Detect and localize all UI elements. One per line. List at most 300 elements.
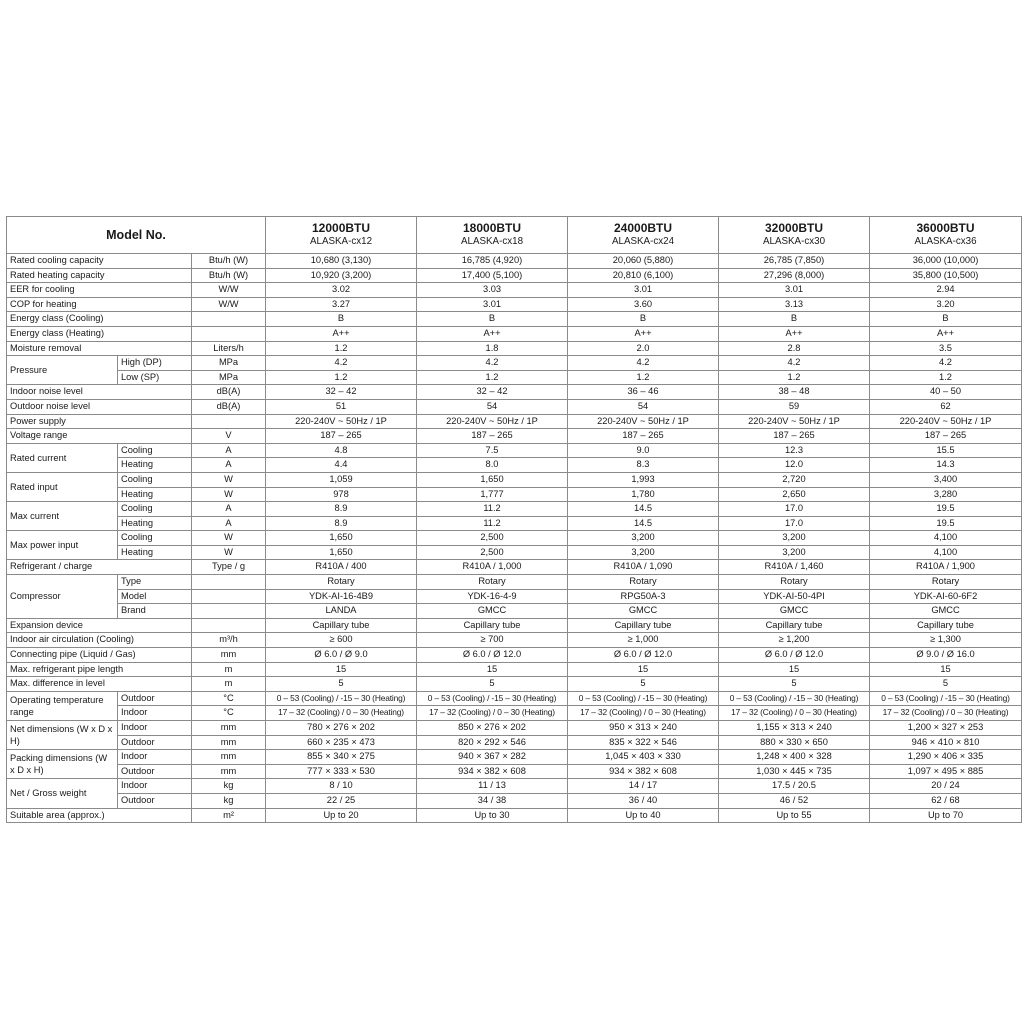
spec-value: 14 / 17 — [568, 779, 719, 794]
table-row — [7, 356, 1022, 371]
table-row — [7, 283, 1022, 298]
spec-value: 4.2 — [568, 356, 719, 371]
spec-value: 1,290 × 406 × 335 — [870, 750, 1022, 765]
spec-sublabel: Outdoor — [118, 691, 192, 706]
spec-value: 880 × 330 × 650 — [719, 735, 870, 750]
specification-body — [7, 254, 1022, 823]
spec-value: 9.0 — [568, 443, 719, 458]
spec-unit: W/W — [192, 297, 266, 312]
table-row — [7, 531, 1022, 546]
table-row — [7, 458, 1022, 473]
spec-value: Rotary — [568, 575, 719, 590]
spec-sublabel: Type — [118, 575, 192, 590]
spec-unit: m — [192, 677, 266, 692]
spec-value: 187 – 265 — [568, 429, 719, 444]
spec-value: 14.3 — [870, 458, 1022, 473]
model-btu: 32000BTU — [765, 221, 824, 235]
spec-value: 1,045 × 403 × 330 — [568, 750, 719, 765]
spec-unit: A — [192, 516, 266, 531]
spec-value: 2,500 — [417, 545, 568, 560]
spec-value: Rotary — [719, 575, 870, 590]
spec-value: A++ — [870, 326, 1022, 341]
spec-unit: W — [192, 487, 266, 502]
spec-value: 3.13 — [719, 297, 870, 312]
spec-value: 36 / 40 — [568, 793, 719, 808]
table-row — [7, 268, 1022, 283]
spec-value: R410A / 1,090 — [568, 560, 719, 575]
spec-label: Max. difference in level — [7, 677, 192, 692]
model-name: ALASKA-cx12 — [309, 236, 373, 247]
spec-unit — [192, 604, 266, 619]
spec-value: 3.03 — [417, 283, 568, 298]
spec-value: 3.01 — [417, 297, 568, 312]
spec-value: Ø 9.0 / Ø 16.0 — [870, 648, 1022, 663]
spec-label: EER for cooling — [7, 283, 192, 298]
model-name: ALASKA-cx30 — [762, 236, 826, 247]
spec-value: 3.5 — [870, 341, 1022, 356]
spec-value: Capillary tube — [266, 618, 417, 633]
spec-label: COP for heating — [7, 297, 192, 312]
spec-sublabel: Cooling — [118, 443, 192, 458]
spec-value: Up to 20 — [266, 808, 417, 823]
spec-sublabel: Indoor — [118, 721, 192, 736]
spec-value: 5 — [719, 677, 870, 692]
model-btu: 24000BTU — [614, 221, 673, 235]
table-row — [7, 589, 1022, 604]
table-row — [7, 429, 1022, 444]
spec-label: Moisture removal — [7, 341, 192, 356]
spec-value: 12.0 — [719, 458, 870, 473]
spec-value: 16,785 (4,920) — [417, 254, 568, 269]
spec-label: Rated heating capacity — [7, 268, 192, 283]
spec-value: 934 × 382 × 608 — [417, 764, 568, 779]
table-row — [7, 721, 1022, 736]
spec-value: 220-240V ~ 50Hz / 1P — [719, 414, 870, 429]
spec-value: 4,100 — [870, 531, 1022, 546]
spec-value: 1,059 — [266, 472, 417, 487]
spec-label: Voltage range — [7, 429, 192, 444]
spec-unit: mm — [192, 735, 266, 750]
spec-value: 220-240V ~ 50Hz / 1P — [417, 414, 568, 429]
spec-value: 46 / 52 — [719, 793, 870, 808]
spec-value: 2.94 — [870, 283, 1022, 298]
spec-value: Up to 70 — [870, 808, 1022, 823]
spec-value: 1.2 — [417, 370, 568, 385]
spec-label: Energy class (Heating) — [7, 326, 192, 341]
spec-value: 15 — [719, 662, 870, 677]
spec-value: 17 – 32 (Cooling) / 0 – 30 (Heating) — [266, 706, 417, 721]
spec-value: 4,100 — [870, 545, 1022, 560]
table-row — [7, 618, 1022, 633]
table-row — [7, 691, 1022, 706]
spec-value: 0 – 53 (Cooling) / -15 – 30 (Heating) — [417, 691, 568, 706]
spec-label: Expansion device — [7, 618, 192, 633]
spec-unit: kg — [192, 793, 266, 808]
table-row — [7, 706, 1022, 721]
spec-value: 20 / 24 — [870, 779, 1022, 794]
spec-unit: Type / g — [192, 560, 266, 575]
spec-unit — [192, 618, 266, 633]
spec-sublabel: Indoor — [118, 779, 192, 794]
spec-label: Max power input — [7, 531, 118, 560]
spec-value: Up to 30 — [417, 808, 568, 823]
spec-value: 220-240V ~ 50Hz / 1P — [266, 414, 417, 429]
spec-value: 1.2 — [870, 370, 1022, 385]
model-btu: 36000BTU — [916, 221, 975, 235]
spec-value: ≥ 600 — [266, 633, 417, 648]
spec-sublabel: Cooling — [118, 472, 192, 487]
spec-value: 11.2 — [417, 502, 568, 517]
table-row — [7, 604, 1022, 619]
spec-label: Compressor — [7, 575, 118, 619]
spec-value: 187 – 265 — [870, 429, 1022, 444]
spec-value: 3,200 — [719, 531, 870, 546]
spec-unit: A — [192, 458, 266, 473]
spec-value: 14.5 — [568, 502, 719, 517]
spec-value: 8.9 — [266, 516, 417, 531]
spec-value: B — [719, 312, 870, 327]
spec-value: 1,155 × 313 × 240 — [719, 721, 870, 736]
spec-value: B — [568, 312, 719, 327]
spec-unit: m³/h — [192, 633, 266, 648]
spec-value: 3.27 — [266, 297, 417, 312]
spec-value: 7.5 — [417, 443, 568, 458]
spec-unit: W/W — [192, 283, 266, 298]
model-btu: 12000BTU — [312, 221, 371, 235]
spec-unit: m — [192, 662, 266, 677]
spec-value: 4.2 — [870, 356, 1022, 371]
spec-value: 62 / 68 — [870, 793, 1022, 808]
spec-label: Rated cooling capacity — [7, 254, 192, 269]
spec-value: A++ — [417, 326, 568, 341]
spec-value: 3.02 — [266, 283, 417, 298]
table-row — [7, 370, 1022, 385]
spec-value: 978 — [266, 487, 417, 502]
spec-value: 36 – 46 — [568, 385, 719, 400]
spec-label: Max current — [7, 502, 118, 531]
spec-value: 187 – 265 — [417, 429, 568, 444]
table-row — [7, 750, 1022, 765]
table-row — [7, 677, 1022, 692]
spec-value: B — [266, 312, 417, 327]
table-row — [7, 633, 1022, 648]
spec-value: 8 / 10 — [266, 779, 417, 794]
spec-value: 17 – 32 (Cooling) / 0 – 30 (Heating) — [870, 706, 1022, 721]
spec-value: Ø 6.0 / Ø 12.0 — [417, 648, 568, 663]
spec-value: 3,200 — [568, 531, 719, 546]
spec-sublabel: Heating — [118, 458, 192, 473]
spec-value: Ø 6.0 / Ø 12.0 — [719, 648, 870, 663]
spec-value: 19.5 — [870, 502, 1022, 517]
spec-label: Outdoor noise level — [7, 399, 192, 414]
spec-value: 3,200 — [719, 545, 870, 560]
spec-value: R410A / 1,900 — [870, 560, 1022, 575]
spec-value: 14.5 — [568, 516, 719, 531]
table-row — [7, 443, 1022, 458]
model-column-header — [870, 217, 1022, 254]
spec-unit: A — [192, 443, 266, 458]
spec-value: 8.0 — [417, 458, 568, 473]
spec-sublabel: Heating — [118, 487, 192, 502]
spec-unit — [192, 575, 266, 590]
spec-value: 15 — [568, 662, 719, 677]
spec-label: Packing dimensions (W x D x H) — [7, 750, 118, 779]
spec-value: 51 — [266, 399, 417, 414]
spec-value: 820 × 292 × 546 — [417, 735, 568, 750]
spec-unit: mm — [192, 750, 266, 765]
spec-value: 1,200 × 327 × 253 — [870, 721, 1022, 736]
spec-value: 17.0 — [719, 516, 870, 531]
spec-sublabel: Outdoor — [118, 735, 192, 750]
spec-value: 12.3 — [719, 443, 870, 458]
model-name: ALASKA-cx24 — [611, 236, 675, 247]
spec-value: 1.2 — [719, 370, 870, 385]
spec-unit: MPa — [192, 356, 266, 371]
table-row — [7, 779, 1022, 794]
spec-unit: Btu/h (W) — [192, 254, 266, 269]
spec-value: 3,280 — [870, 487, 1022, 502]
spec-value: 32 – 42 — [417, 385, 568, 400]
spec-value: 1.2 — [266, 341, 417, 356]
table-row — [7, 254, 1022, 269]
spec-sublabel: High (DP) — [118, 356, 192, 371]
table-row — [7, 735, 1022, 750]
spec-value: 3.60 — [568, 297, 719, 312]
spec-value: 17 – 32 (Cooling) / 0 – 30 (Heating) — [417, 706, 568, 721]
spec-value: LANDA — [266, 604, 417, 619]
spec-sublabel: Cooling — [118, 502, 192, 517]
spec-value: 3.20 — [870, 297, 1022, 312]
spec-value: R410A / 400 — [266, 560, 417, 575]
spec-value: 1,780 — [568, 487, 719, 502]
spec-unit: dB(A) — [192, 399, 266, 414]
spec-value: Rotary — [870, 575, 1022, 590]
spec-value: A++ — [719, 326, 870, 341]
spec-value: Capillary tube — [417, 618, 568, 633]
spec-value: YDK-AI-60-6F2 — [870, 589, 1022, 604]
spec-sublabel: Indoor — [118, 750, 192, 765]
spec-label: Net dimensions (W x D x H) — [7, 721, 118, 750]
spec-unit — [192, 589, 266, 604]
spec-value: 15 — [870, 662, 1022, 677]
spec-value: 5 — [266, 677, 417, 692]
specification-table — [6, 216, 1022, 823]
spec-value: Rotary — [266, 575, 417, 590]
spec-sublabel: Heating — [118, 545, 192, 560]
spec-value: 20,060 (5,880) — [568, 254, 719, 269]
spec-sublabel: Outdoor — [118, 764, 192, 779]
spec-value: YDK-AI-50-4PI — [719, 589, 870, 604]
spec-value: 4.8 — [266, 443, 417, 458]
spec-value: 38 – 48 — [719, 385, 870, 400]
spec-value: 940 × 367 × 282 — [417, 750, 568, 765]
spec-value: 36,000 (10,000) — [870, 254, 1022, 269]
spec-value: 1,777 — [417, 487, 568, 502]
spec-value: 54 — [568, 399, 719, 414]
spec-unit — [192, 414, 266, 429]
spec-value: 2,500 — [417, 531, 568, 546]
spec-sublabel: Outdoor — [118, 793, 192, 808]
model-column-header — [417, 217, 568, 254]
spec-value: A++ — [266, 326, 417, 341]
table-row — [7, 502, 1022, 517]
spec-unit: kg — [192, 779, 266, 794]
spec-unit: Btu/h (W) — [192, 268, 266, 283]
spec-value: 54 — [417, 399, 568, 414]
spec-value: 187 – 265 — [719, 429, 870, 444]
table-row — [7, 808, 1022, 823]
spec-value: R410A / 1,000 — [417, 560, 568, 575]
spec-value: ≥ 1,200 — [719, 633, 870, 648]
spec-value: 220-240V ~ 50Hz / 1P — [568, 414, 719, 429]
spec-value: Rotary — [417, 575, 568, 590]
spec-value: Ø 6.0 / Ø 12.0 — [568, 648, 719, 663]
spec-unit: W — [192, 531, 266, 546]
spec-value: 3,400 — [870, 472, 1022, 487]
spec-value: 19.5 — [870, 516, 1022, 531]
spec-unit — [192, 312, 266, 327]
table-row — [7, 764, 1022, 779]
spec-value: YDK-AI-16-4B9 — [266, 589, 417, 604]
spec-value: 5 — [870, 677, 1022, 692]
spec-value: Ø 6.0 / Ø 9.0 — [266, 648, 417, 663]
spec-value: 3.01 — [568, 283, 719, 298]
model-column-header — [266, 217, 417, 254]
spec-value: 1,248 × 400 × 328 — [719, 750, 870, 765]
spec-value: 835 × 322 × 546 — [568, 735, 719, 750]
model-no-header: Model No. — [7, 217, 266, 254]
table-row — [7, 545, 1022, 560]
spec-value: RPG50A-3 — [568, 589, 719, 604]
spec-unit: A — [192, 502, 266, 517]
table-row — [7, 297, 1022, 312]
spec-value: 220-240V ~ 50Hz / 1P — [870, 414, 1022, 429]
spec-unit: mm — [192, 764, 266, 779]
spec-label: Power supply — [7, 414, 192, 429]
spec-label: Rated current — [7, 443, 118, 472]
spec-value: 17.5 / 20.5 — [719, 779, 870, 794]
spec-value: 2,650 — [719, 487, 870, 502]
spec-sublabel: Heating — [118, 516, 192, 531]
spec-value: 26,785 (7,850) — [719, 254, 870, 269]
table-row — [7, 312, 1022, 327]
model-btu: 18000BTU — [463, 221, 522, 235]
spec-value: ≥ 1,000 — [568, 633, 719, 648]
table-header-row — [7, 217, 1022, 254]
table-row — [7, 575, 1022, 590]
spec-unit: W — [192, 545, 266, 560]
table-row — [7, 648, 1022, 663]
spec-value: 1,097 × 495 × 885 — [870, 764, 1022, 779]
spec-value: 15.5 — [870, 443, 1022, 458]
table-row — [7, 385, 1022, 400]
spec-label: Energy class (Cooling) — [7, 312, 192, 327]
spec-value: 950 × 313 × 240 — [568, 721, 719, 736]
spec-value: A++ — [568, 326, 719, 341]
spec-value: 2.8 — [719, 341, 870, 356]
spec-value: 780 × 276 × 202 — [266, 721, 417, 736]
spec-unit — [192, 326, 266, 341]
spec-value: Capillary tube — [719, 618, 870, 633]
spec-label: Suitable area (approx.) — [7, 808, 192, 823]
spec-sublabel: Indoor — [118, 706, 192, 721]
spec-sublabel: Model — [118, 589, 192, 604]
spec-value: R410A / 1,460 — [719, 560, 870, 575]
spec-label: Net / Gross weight — [7, 779, 118, 808]
spec-value: YDK-16-4-9 — [417, 589, 568, 604]
spec-label: Indoor air circulation (Cooling) — [7, 633, 192, 648]
spec-value: Up to 55 — [719, 808, 870, 823]
spec-value: 17 – 32 (Cooling) / 0 – 30 (Heating) — [568, 706, 719, 721]
table-row — [7, 472, 1022, 487]
spec-unit: °C — [192, 691, 266, 706]
model-column-header — [719, 217, 870, 254]
spec-value: B — [870, 312, 1022, 327]
spec-value: 0 – 53 (Cooling) / -15 – 30 (Heating) — [568, 691, 719, 706]
table-row — [7, 326, 1022, 341]
model-column-header — [568, 217, 719, 254]
spec-value: 187 – 265 — [266, 429, 417, 444]
spec-unit: mm — [192, 648, 266, 663]
spec-label: Max. refrigerant pipe length — [7, 662, 192, 677]
spec-unit: V — [192, 429, 266, 444]
spec-value: 946 × 410 × 810 — [870, 735, 1022, 750]
spec-value: 17.0 — [719, 502, 870, 517]
spec-value: ≥ 700 — [417, 633, 568, 648]
spec-value: 0 – 53 (Cooling) / -15 – 30 (Heating) — [266, 691, 417, 706]
spec-value: ≥ 1,300 — [870, 633, 1022, 648]
spec-sublabel: Cooling — [118, 531, 192, 546]
table-row — [7, 560, 1022, 575]
spec-value: GMCC — [568, 604, 719, 619]
spec-value: 17 – 32 (Cooling) / 0 – 30 (Heating) — [719, 706, 870, 721]
spec-value: Capillary tube — [870, 618, 1022, 633]
spec-value: 22 / 25 — [266, 793, 417, 808]
spec-label: Indoor noise level — [7, 385, 192, 400]
spec-value: GMCC — [417, 604, 568, 619]
spec-value: 855 × 340 × 275 — [266, 750, 417, 765]
spec-value: 17,400 (5,100) — [417, 268, 568, 283]
spec-value: 4.2 — [719, 356, 870, 371]
spec-value: 15 — [417, 662, 568, 677]
model-name: ALASKA-cx18 — [460, 236, 524, 247]
spec-value: 777 × 333 × 530 — [266, 764, 417, 779]
spec-unit: Liters/h — [192, 341, 266, 356]
spec-value: 8.3 — [568, 458, 719, 473]
spec-label: Refrigerant / charge — [7, 560, 192, 575]
spec-value: 34 / 38 — [417, 793, 568, 808]
spec-value: 1.2 — [266, 370, 417, 385]
spec-value: 5 — [417, 677, 568, 692]
spec-value: 0 – 53 (Cooling) / -15 – 30 (Heating) — [719, 691, 870, 706]
table-row — [7, 516, 1022, 531]
spec-unit: °C — [192, 706, 266, 721]
spec-value: 0 – 53 (Cooling) / -15 – 30 (Heating) — [870, 691, 1022, 706]
table-row — [7, 793, 1022, 808]
spec-value: 4.2 — [417, 356, 568, 371]
spec-value: 35,800 (10,500) — [870, 268, 1022, 283]
spec-value: Capillary tube — [568, 618, 719, 633]
model-name: ALASKA-cx36 — [914, 236, 977, 247]
spec-value: 62 — [870, 399, 1022, 414]
spec-label: Rated input — [7, 472, 118, 501]
spec-value: 11.2 — [417, 516, 568, 531]
spec-value: 4.2 — [266, 356, 417, 371]
spec-value: 2,720 — [719, 472, 870, 487]
spec-value: 20,810 (6,100) — [568, 268, 719, 283]
spec-value: 2.0 — [568, 341, 719, 356]
spec-value: 8.9 — [266, 502, 417, 517]
